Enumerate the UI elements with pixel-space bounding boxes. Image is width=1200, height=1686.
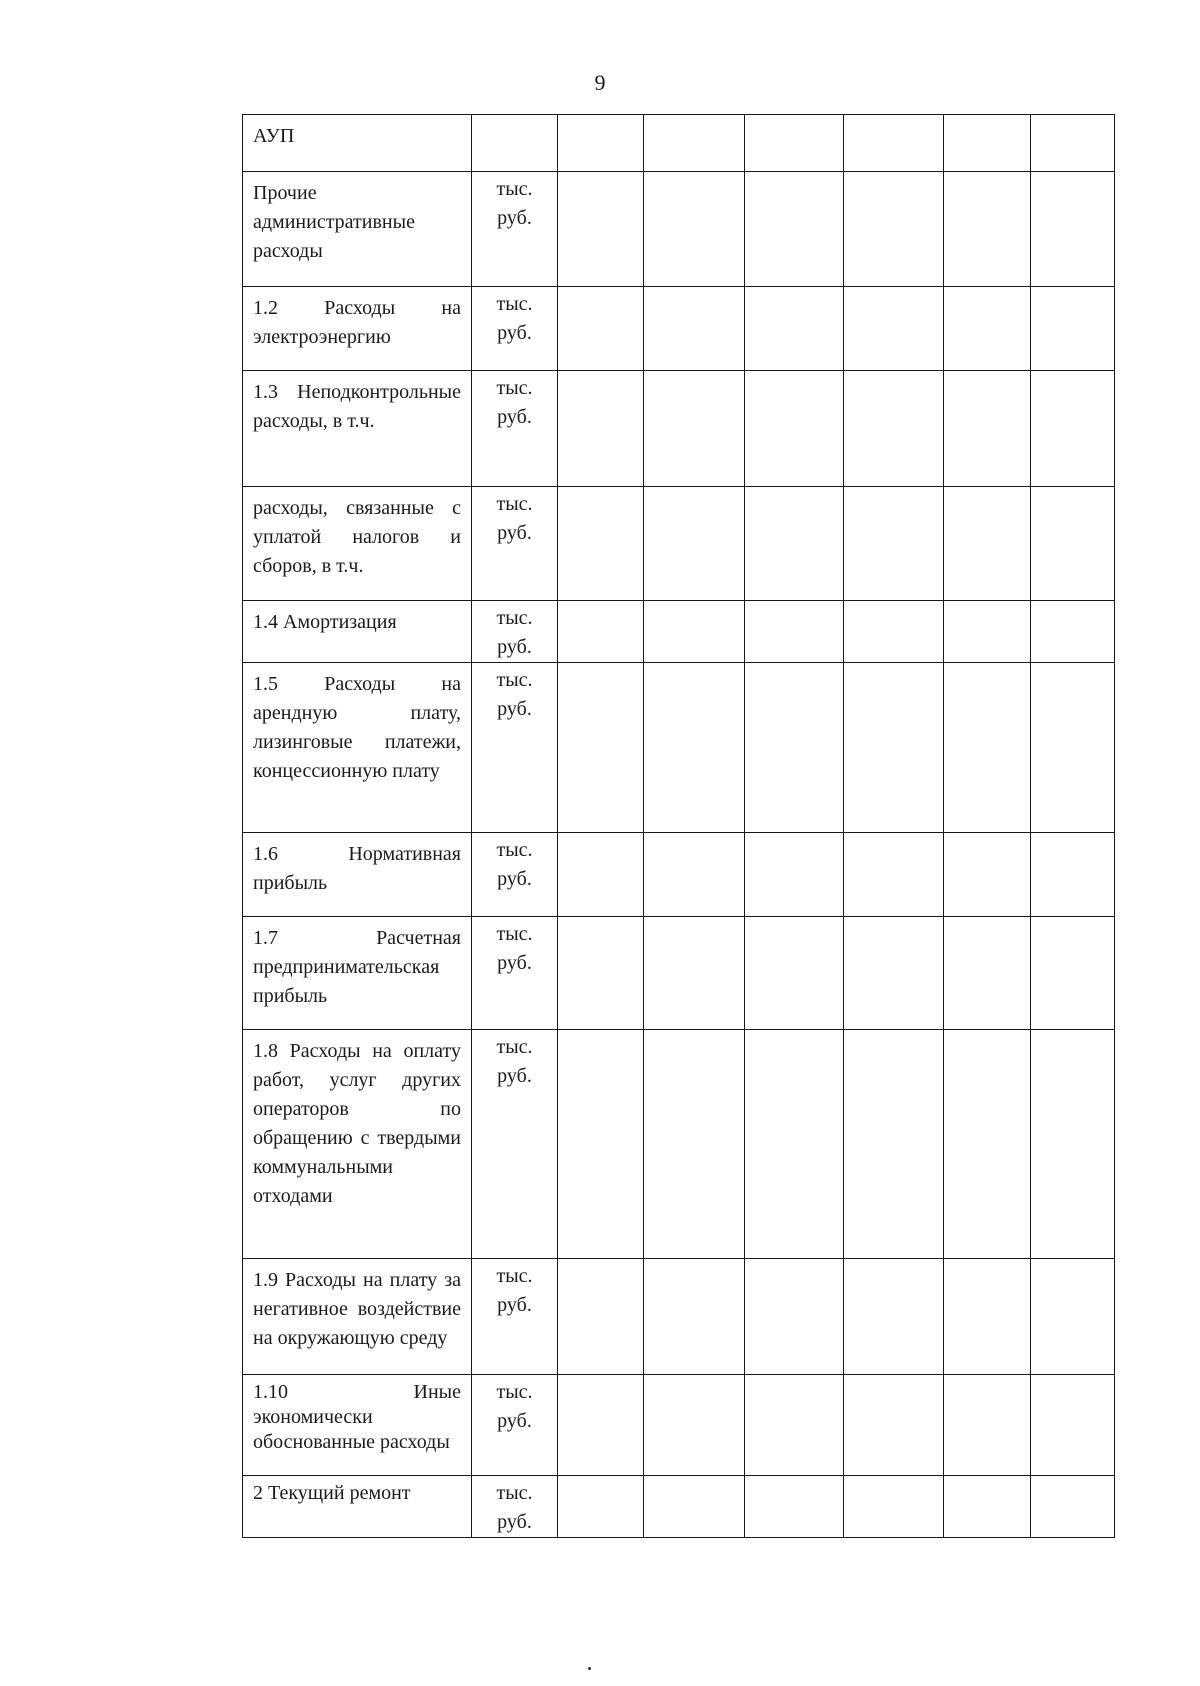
row-name-cell: 1.2 Расходы на электроэнергию — [243, 287, 472, 371]
row-name-cell: расходы, связанные с уплатой налогов и сборов, в т.ч. — [243, 487, 472, 601]
value-cell — [844, 1375, 944, 1476]
value-cell — [1031, 1375, 1115, 1476]
value-cell — [558, 601, 644, 663]
value-cell — [1031, 1476, 1115, 1538]
value-cell — [644, 833, 745, 917]
value-cell — [944, 487, 1031, 601]
row-name-cell: 1.8 Расходы на оплату работ, услуг других операторов по обращению с твердыми коммунальными отходами — [243, 1030, 472, 1259]
value-cell — [844, 287, 944, 371]
value-cell — [844, 1476, 944, 1538]
unit-cell: тыс. руб. — [472, 833, 558, 917]
value-cell — [558, 172, 644, 287]
table-row — [243, 1476, 1115, 1538]
value-cell — [745, 172, 844, 287]
value-cell — [844, 172, 944, 287]
value-cell — [844, 1259, 944, 1375]
value-cell — [944, 833, 1031, 917]
value-cell — [644, 917, 745, 1030]
value-cell — [944, 1259, 1031, 1375]
value-cell — [1031, 917, 1115, 1030]
value-cell — [644, 663, 745, 833]
value-cell — [844, 601, 944, 663]
value-cell — [1031, 601, 1115, 663]
row-name-cell: 1.6 Нормативная прибыль — [243, 833, 472, 917]
unit-cell: тыс. руб. — [472, 371, 558, 487]
value-cell — [745, 1375, 844, 1476]
value-cell — [644, 1476, 745, 1538]
row-name-cell: Прочие административные расходы — [243, 172, 472, 287]
value-cell — [558, 287, 644, 371]
value-cell — [644, 601, 745, 663]
value-cell — [1031, 115, 1115, 172]
value-cell — [844, 1030, 944, 1259]
unit-cell: тыс. руб. — [472, 663, 558, 833]
value-cell — [558, 1375, 644, 1476]
unit-cell: тыс. руб. — [472, 1259, 558, 1375]
table-row — [243, 833, 1115, 917]
value-cell — [745, 287, 844, 371]
page-number: 9 — [594, 70, 606, 95]
value-cell — [745, 917, 844, 1030]
value-cell — [944, 115, 1031, 172]
value-cell — [745, 1259, 844, 1375]
value-cell — [644, 172, 745, 287]
value-cell — [944, 917, 1031, 1030]
value-cell — [558, 1030, 644, 1259]
value-cell — [644, 115, 745, 172]
value-cell — [558, 115, 644, 172]
value-cell — [558, 487, 644, 601]
value-cell — [844, 833, 944, 917]
table-row — [243, 1375, 1115, 1476]
row-name-cell: 1.9 Расходы на плату за негативное воздействие на окружающую среду — [243, 1259, 472, 1375]
row-name-cell: 2 Текущий ремонт — [243, 1476, 472, 1538]
value-cell — [944, 172, 1031, 287]
value-cell — [844, 371, 944, 487]
value-cell — [644, 371, 745, 487]
value-cell — [745, 1476, 844, 1538]
cost-table — [242, 114, 1115, 1538]
table-row — [243, 917, 1115, 1030]
value-cell — [944, 287, 1031, 371]
value-cell — [644, 487, 745, 601]
table-row — [243, 1030, 1115, 1259]
value-cell — [644, 1259, 745, 1375]
value-cell — [558, 371, 644, 487]
table-row — [243, 371, 1115, 487]
value-cell — [944, 1030, 1031, 1259]
value-cell — [1031, 1259, 1115, 1375]
value-cell — [844, 115, 944, 172]
table-row — [243, 287, 1115, 371]
value-cell — [745, 601, 844, 663]
value-cell — [558, 917, 644, 1030]
row-name-cell: 1.4 Амортизация — [243, 601, 472, 663]
value-cell — [558, 833, 644, 917]
value-cell — [844, 663, 944, 833]
row-name-cell: 1.3 Неподконтрольные расходы, в т.ч. — [243, 371, 472, 487]
table-row — [243, 601, 1115, 663]
value-cell — [745, 371, 844, 487]
value-cell — [1031, 1030, 1115, 1259]
unit-cell: тыс. руб. — [472, 172, 558, 287]
table-row — [243, 663, 1115, 833]
unit-cell: тыс. руб. — [472, 1476, 558, 1538]
table-row — [243, 1259, 1115, 1375]
value-cell — [1031, 172, 1115, 287]
unit-cell: тыс. руб. — [472, 917, 558, 1030]
value-cell — [644, 1030, 745, 1259]
value-cell — [644, 1375, 745, 1476]
unit-cell: тыс. руб. — [472, 601, 558, 663]
value-cell — [558, 663, 644, 833]
value-cell — [745, 663, 844, 833]
table-row — [243, 172, 1115, 287]
table-row — [243, 115, 1115, 172]
value-cell — [944, 1375, 1031, 1476]
value-cell — [844, 917, 944, 1030]
table-row — [243, 487, 1115, 601]
scan-speck — [588, 1667, 591, 1670]
value-cell — [558, 1476, 644, 1538]
value-cell — [844, 487, 944, 601]
row-name-cell: 1.7 Расчетная предпринимательская прибыль — [243, 917, 472, 1030]
value-cell — [1031, 287, 1115, 371]
unit-cell: тыс. руб. — [472, 487, 558, 601]
row-name-cell: АУП — [243, 115, 472, 172]
value-cell — [1031, 371, 1115, 487]
value-cell — [944, 663, 1031, 833]
row-name-cell: 1.5 Расходы на арендную плату, лизинговые платежи, концессионную плату — [243, 663, 472, 833]
value-cell — [745, 487, 844, 601]
unit-cell — [472, 115, 558, 172]
value-cell — [745, 115, 844, 172]
unit-cell: тыс. руб. — [472, 1375, 558, 1476]
value-cell — [558, 1259, 644, 1375]
value-cell — [745, 833, 844, 917]
value-cell — [1031, 663, 1115, 833]
value-cell — [644, 287, 745, 371]
row-name-cell: 1.10 Иные экономически обоснованные расходы — [243, 1375, 472, 1476]
value-cell — [944, 371, 1031, 487]
unit-cell: тыс. руб. — [472, 287, 558, 371]
value-cell — [944, 601, 1031, 663]
unit-cell: тыс. руб. — [472, 1030, 558, 1259]
value-cell — [1031, 833, 1115, 917]
value-cell — [745, 1030, 844, 1259]
value-cell — [944, 1476, 1031, 1538]
value-cell — [1031, 487, 1115, 601]
